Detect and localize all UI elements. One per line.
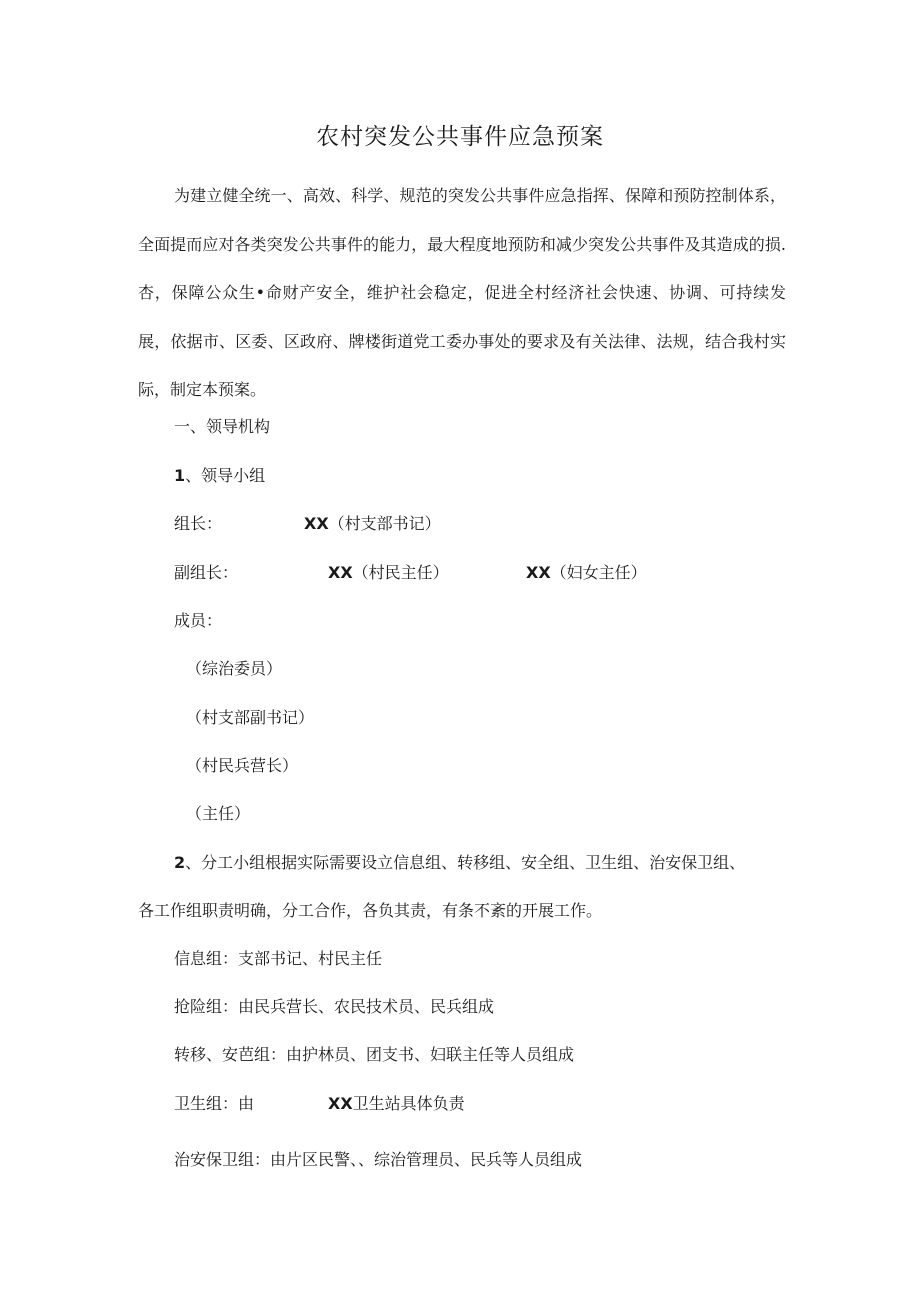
leader-name: XX [304, 514, 329, 533]
leader-label: 组长： [174, 514, 223, 533]
subsection-number: 1 [174, 466, 186, 485]
subsection-leading-group [174, 463, 265, 486]
group-health-prefix: 卫生组：由 [174, 1094, 255, 1113]
group-security: 治安保卫组：由片区民警、、综治管理员、民兵等人员组成 [174, 1150, 583, 1169]
health-suffix: 卫生站具体负责 [352, 1094, 465, 1113]
leader-entry [304, 511, 441, 534]
member-item: （村支部副书记） [186, 708, 315, 727]
deputy-entry-1 [328, 560, 449, 583]
group-transfer: 转移、安芭组：由护林员、团支书、妇联主任等人员组成 [174, 1045, 575, 1064]
deputy-2-role: （妇女主任） [550, 563, 647, 582]
member-item: （主任） [186, 804, 251, 823]
subsection-text-continued: 各工作组职责明确，分工合作，各负其责，有条不紊的开展工作。 [138, 901, 603, 920]
group-rescue: 抢险组：由民兵营长、农民技术员、民兵组成 [174, 997, 495, 1016]
group-health-entry [328, 1091, 465, 1114]
section-heading-leadership: 一、领导机构 [174, 417, 271, 436]
document-title: 农村突发公共事件应急预案 [316, 124, 604, 150]
member-item: （村民兵营长） [186, 756, 299, 775]
leader-role: （村支部书记） [328, 514, 441, 533]
deputy-2-name: XX [526, 563, 551, 582]
deputy-1-role: （村民主任） [352, 563, 449, 582]
subsection-text: 、分工小组根据实际需要设立信息组、转移组、安全组、卫生组、治安保卫组、 [185, 853, 746, 872]
subsection-task-groups [174, 850, 745, 873]
deputy-label: 副组长： [174, 563, 239, 582]
group-info: 信息组：支部书记、村民主任 [174, 949, 383, 968]
members-label: 成员： [174, 611, 223, 630]
deputy-1-name: XX [328, 563, 353, 582]
health-name: XX [328, 1094, 353, 1113]
subsection-number: 2 [174, 853, 186, 872]
subsection-text: 、领导小组 [185, 466, 266, 485]
deputy-entry-2 [526, 560, 647, 583]
member-item: （综治委员） [186, 659, 283, 678]
intro-paragraph: 为建立健全统一、高效、科学、规范的突发公共事件应急指挥、保障和预防控制体系，全面提而应对各类突发公共事件的能力，最大程度地预防和减少突发公共事件及其造成的损.杏，保障公众生•命财产安全，维护社会稳定，促进全村经济社会快速、协调、可持续发展，依据市、区委、区政府、牌楼街道党工委办事处的要求及有关法律、法规，结合我村实际，制定本预案。 [138, 186, 786, 399]
